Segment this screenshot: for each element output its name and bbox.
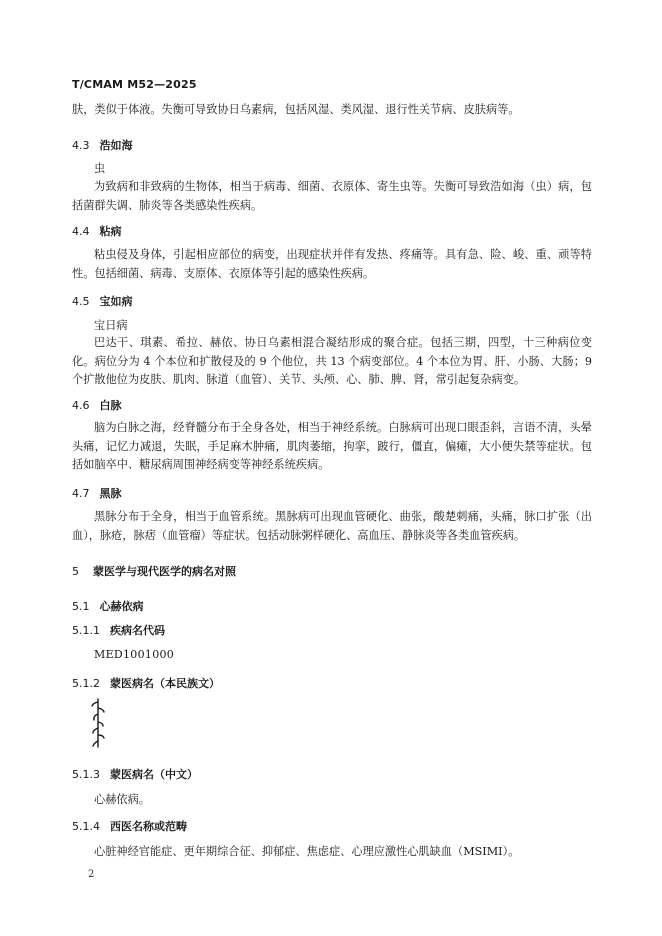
section-title: 心赫依病 bbox=[99, 600, 144, 613]
section-title: 浩如海 bbox=[99, 139, 133, 152]
section-title: 黑脉 bbox=[99, 487, 122, 500]
section-number: 5.1.2 bbox=[72, 677, 100, 690]
section-4-5-alias: 宝日病 bbox=[94, 319, 128, 332]
section-5-1-3-heading bbox=[72, 766, 198, 782]
section-number: 4.6 bbox=[72, 399, 90, 412]
section-number: 5 bbox=[72, 565, 79, 578]
section-4-4-text: 粘虫侵及身体，引起相应部位的病变，出现症状并伴有发热、疼痛等。具有急、险、峻、重、顽等特性。包括细菌、病毒、支原体、衣原体等引起的感染性疾病。 bbox=[72, 248, 592, 280]
disease-code: MED1001000 bbox=[94, 648, 175, 661]
section-number: 5.1.4 bbox=[72, 820, 100, 833]
section-5-heading bbox=[72, 563, 236, 579]
section-title: 西医名称或范畴 bbox=[110, 820, 187, 833]
section-5-1-1-heading bbox=[72, 622, 165, 638]
section-4-6-text: 脑为白脉之海，经脊髓分布于全身各处，相当于神经系统。白脉病可出现口眼歪斜，言语不清，头晕头痛，记忆力减退，失眠，手足麻木肿痛，肌肉萎缩，拘挛，跛行，僵直，偏瘫，大小便失禁等症状。包括如脑卒中、糖尿病周围神经病变等神经系统疾病。 bbox=[72, 421, 592, 471]
section-title: 蒙医学与现代医学的病名对照 bbox=[93, 565, 236, 578]
intro-line: 肤，类似于体液。失衡可导致协日乌素病，包括风湿、类风湿、退行性关节病、皮肤病等。 bbox=[72, 103, 520, 116]
section-title: 疾病名代码 bbox=[110, 624, 165, 637]
section-number: 5.1 bbox=[72, 600, 90, 613]
section-4-3-heading bbox=[72, 137, 133, 153]
section-title: 蒙医病名（中文） bbox=[110, 768, 198, 781]
section-title: 粘病 bbox=[99, 225, 122, 238]
section-title: 白脉 bbox=[99, 399, 122, 412]
section-4-3-alias: 虫 bbox=[94, 162, 106, 175]
section-4-6-heading bbox=[72, 397, 122, 413]
western-medicine-category: 心脏神经官能症、更年期综合征、抑郁症、焦虑症、心理应激性心肌缺血（MSIMI）。 bbox=[94, 845, 520, 858]
page-number: 2 bbox=[88, 869, 95, 880]
section-5-1-4-heading bbox=[72, 818, 187, 834]
section-number: 4.5 bbox=[72, 295, 90, 308]
section-4-4-heading bbox=[72, 223, 122, 239]
section-5-1-heading bbox=[72, 598, 144, 614]
section-number: 4.7 bbox=[72, 487, 90, 500]
section-4-7-heading bbox=[72, 485, 122, 501]
mongolian-script-glyph bbox=[90, 698, 106, 748]
section-4-7-text: 黑脉分布于全身，相当于血管系统。黑脉病可出现血管硬化、曲张，酸楚刺痛，头痛，脉口扩张（出血），脉疮，脉痞（血管瘤）等症状。包括动脉粥样硬化、高血压、静脉炎等各类血管疾病。 bbox=[72, 510, 592, 542]
mongolian-disease-name-chinese: 心赫依病。 bbox=[94, 793, 150, 806]
section-title: 蒙医病名（本民族文） bbox=[110, 677, 220, 690]
section-number: 4.3 bbox=[72, 139, 90, 152]
section-4-3-text: 为致病和非致病的生物体，相当于病毒、细菌、衣原体、寄生虫等。失衡可导致浩如海（虫）病，包括菌群失调、肺炎等各类感染性疾病。 bbox=[72, 180, 592, 212]
section-number: 4.4 bbox=[72, 225, 90, 238]
section-5-1-2-heading bbox=[72, 675, 220, 691]
section-number: 5.1.1 bbox=[72, 624, 100, 637]
section-number: 5.1.3 bbox=[72, 768, 100, 781]
section-4-5-heading bbox=[72, 293, 133, 309]
section-4-5-text: 巴达干、琪素、希拉、赫依、协日乌素相混合凝结形成的聚合症。包括三期，四型，十三种病位变化。病位分为 4 个本位和扩散侵及的 9 个他位，共 13 个病变部位。4 个本位为胃、肝、小肠、大肠；9 个扩散他位为皮肤、肌肉、脉道（血管）、关节、头颅、心、肺、脾、肾，常引起复杂病变。 bbox=[72, 336, 592, 386]
standard-id: T/CMAM M52—2025 bbox=[72, 78, 197, 91]
section-title: 宝如病 bbox=[99, 295, 133, 308]
